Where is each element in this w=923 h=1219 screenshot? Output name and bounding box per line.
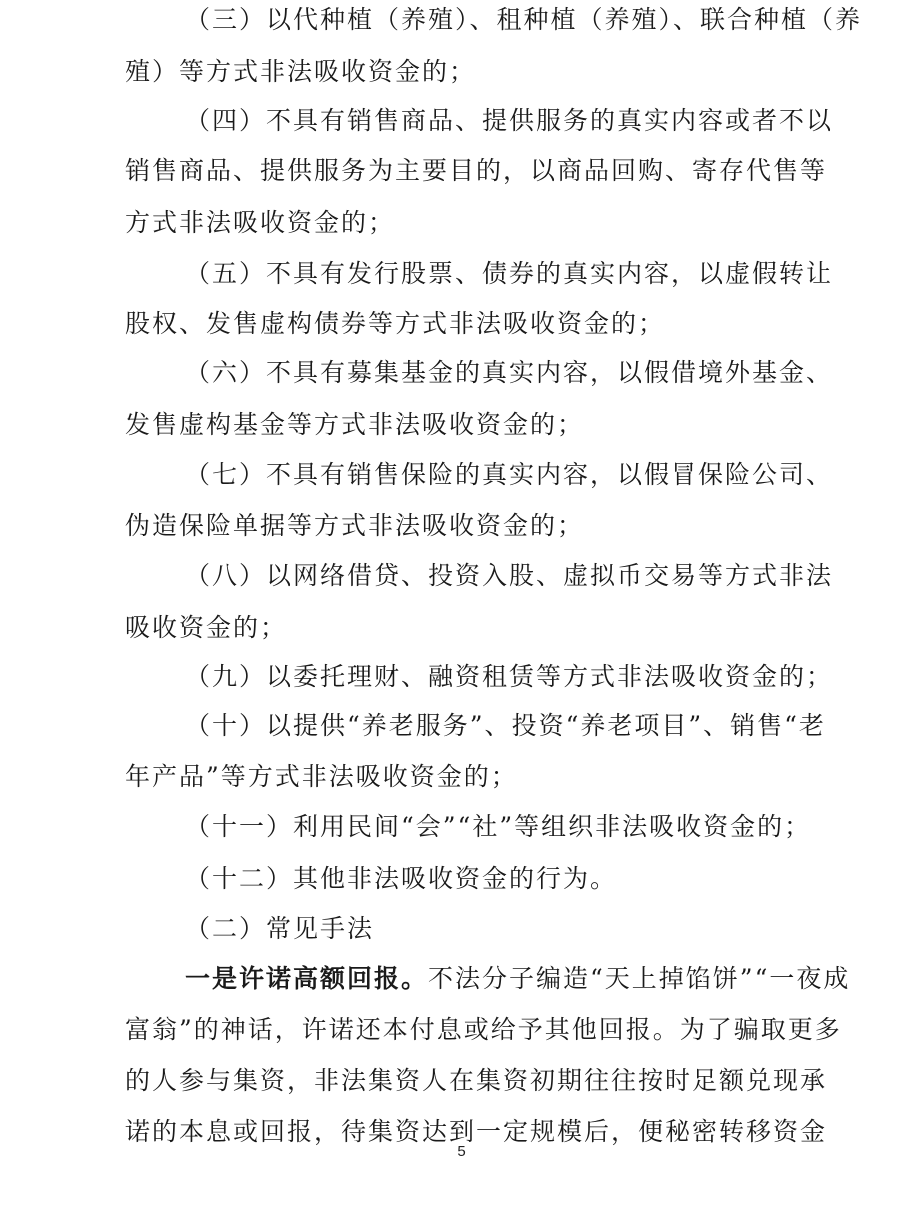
item-9-line-1: （九）以委托理财、融资租赁等方式非法吸收资金的； [185, 662, 834, 691]
item-7-line-1: （七）不具有销售保险的真实内容，以假冒保险公司、 [185, 460, 834, 489]
paragraph-line-1-rest: 不法分子编造“天上掉馅饼”“一夜成 [428, 964, 851, 993]
item-7-line-2: 伪造保险单据等方式非法吸收资金的； [125, 511, 585, 540]
paragraph-line-2: 富翁”的神话，许诺还本付息或给予其他回报。为了骗取更多 [125, 1015, 842, 1044]
item-10-line-2: 年产品”等方式非法吸收资金的； [125, 762, 518, 791]
item-10-line-1: （十）以提供“养老服务”、投资“养老项目”、销售“老 [185, 711, 826, 740]
item-5-line-1: （五）不具有发行股票、债券的真实内容，以虚假转让 [185, 259, 834, 288]
item-4-line-1: （四）不具有销售商品、提供服务的真实内容或者不以 [185, 106, 834, 135]
item-3-line-1: （三）以代种植（养殖）、租种植（养殖）、联合种植（养 [185, 5, 863, 34]
paragraph-lead-bold: 一是许诺高额回报。 [185, 964, 429, 993]
paragraph-line-4: 诺的本息或回报，待集资达到一定规模后，便秘密转移资金 [125, 1117, 828, 1146]
page-number: 5 [457, 1143, 466, 1160]
item-5-line-2: 股权、发售虚构债券等方式非法吸收资金的； [125, 309, 666, 338]
item-4-line-2: 销售商品、提供服务为主要目的，以商品回购、寄存代售等 [125, 156, 828, 185]
item-8-line-1: （八）以网络借贷、投资入股、虚拟币交易等方式非法 [185, 561, 834, 590]
paragraph-line-1 [185, 962, 851, 996]
item-8-line-2: 吸收资金的； [125, 613, 288, 642]
item-6-line-2: 发售虚构基金等方式非法吸收资金的； [125, 410, 585, 439]
section-heading: （二）常见手法 [185, 914, 375, 943]
item-4-line-3: 方式非法吸收资金的； [125, 208, 396, 237]
item-11-line-1: （十一）利用民间“会”“社”等组织非法吸收资金的； [185, 812, 812, 841]
item-3-line-2: 殖）等方式非法吸收资金的； [125, 57, 477, 86]
paragraph-line-3: 的人参与集资，非法集资人在集资初期往往按时足额兑现承 [125, 1066, 828, 1095]
item-12-line-1: （十二）其他非法吸收资金的行为。 [185, 864, 618, 893]
item-6-line-1: （六）不具有募集基金的真实内容，以假借境外基金、 [185, 358, 834, 387]
